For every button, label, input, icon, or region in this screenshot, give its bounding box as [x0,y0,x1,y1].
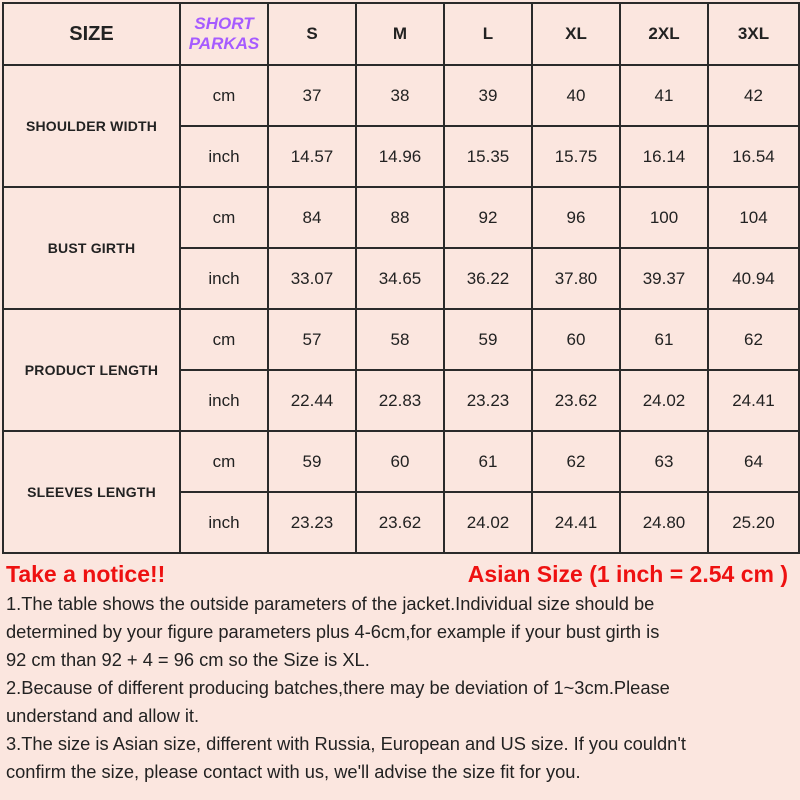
table-cell: 34.65 [356,248,444,309]
table-cell: 38 [356,65,444,126]
table-cell: 25.20 [708,492,799,553]
table-cell: 63 [620,431,708,492]
table-cell: 60 [356,431,444,492]
table-cell: 24.02 [620,370,708,431]
unit-cm: cm [180,431,268,492]
table-cell: 100 [620,187,708,248]
size-col-s: S [268,3,356,65]
notice-title: Take a notice!! [6,561,166,587]
table-cell: 40 [532,65,620,126]
unit-inch: inch [180,248,268,309]
table-cell: 15.35 [444,126,532,187]
table-cell: 24.41 [532,492,620,553]
table-cell: 24.02 [444,492,532,553]
size-col-m: M [356,3,444,65]
table-cell: 96 [532,187,620,248]
table-cell: 39.37 [620,248,708,309]
notice-line: understand and allow it. [6,705,200,726]
style-header-line1: SHORT [194,14,254,33]
table-cell: 16.14 [620,126,708,187]
table-cell: 14.96 [356,126,444,187]
size-col-3xl: 3XL [708,3,799,65]
measure-label-shoulder-width: SHOULDER WIDTH [3,65,180,187]
table-row [3,309,799,370]
table-cell: 57 [268,309,356,370]
table-cell: 16.54 [708,126,799,187]
style-header [180,3,268,65]
unit-inch: inch [180,126,268,187]
table-cell: 22.44 [268,370,356,431]
size-header: SIZE [3,3,180,65]
table-cell: 15.75 [532,126,620,187]
size-table [2,2,800,554]
header-row [3,3,799,65]
table-cell: 22.83 [356,370,444,431]
unit-cm: cm [180,309,268,370]
table-cell: 37 [268,65,356,126]
unit-cm: cm [180,65,268,126]
asian-size-note: Asian Size (1 inch = 2.54 cm ) [467,561,788,587]
table-cell: 60 [532,309,620,370]
style-header-line2: PARKAS [188,34,260,53]
table-cell: 84 [268,187,356,248]
table-cell: 39 [444,65,532,126]
table-cell: 59 [444,309,532,370]
table-cell: 42 [708,65,799,126]
table-cell: 23.23 [268,492,356,553]
notice-line: 92 cm than 92 + 4 = 96 cm so the Size is XL. [6,649,370,670]
size-col-2xl: 2XL [620,3,708,65]
table-cell: 14.57 [268,126,356,187]
table-cell: 61 [620,309,708,370]
unit-inch: inch [180,370,268,431]
table-cell: 23.62 [532,370,620,431]
table-cell: 58 [356,309,444,370]
table-cell: 64 [708,431,799,492]
notice-line: determined by your figure parameters plus 4-6cm,for example if your bust girth is [6,621,660,642]
notice-header [6,558,794,590]
table-row [3,431,799,492]
table-cell: 24.41 [708,370,799,431]
table-cell: 37.80 [532,248,620,309]
notice-line: confirm the size, please contact with us, we'll advise the size fit for you. [6,761,581,782]
notice-line: 2.Because of different producing batches,there may be deviation of 1~3cm.Please [6,677,670,698]
measure-label-sleeves-length: SLEEVES LENGTH [3,431,180,553]
table-cell: 36.22 [444,248,532,309]
table-cell: 88 [356,187,444,248]
measure-label-bust-girth: BUST GIRTH [3,187,180,309]
table-row [3,65,799,126]
table-cell: 92 [444,187,532,248]
table-row [3,187,799,248]
table-cell: 40.94 [708,248,799,309]
size-col-l: L [444,3,532,65]
notice-line: 1.The table shows the outside parameters of the jacket.Individual size should be [6,593,655,614]
table-cell: 24.80 [620,492,708,553]
table-cell: 62 [532,431,620,492]
table-cell: 23.23 [444,370,532,431]
measure-label-product-length: PRODUCT LENGTH [3,309,180,431]
table-cell: 104 [708,187,799,248]
notice-section [6,558,794,786]
unit-cm: cm [180,187,268,248]
unit-inch: inch [180,492,268,553]
size-col-xl: XL [532,3,620,65]
table-cell: 33.07 [268,248,356,309]
table-cell: 59 [268,431,356,492]
table-cell: 62 [708,309,799,370]
notice-line: 3.The size is Asian size, different with Russia, European and US size. If you couldn't [6,733,686,754]
table-cell: 23.62 [356,492,444,553]
table-cell: 41 [620,65,708,126]
table-cell: 61 [444,431,532,492]
